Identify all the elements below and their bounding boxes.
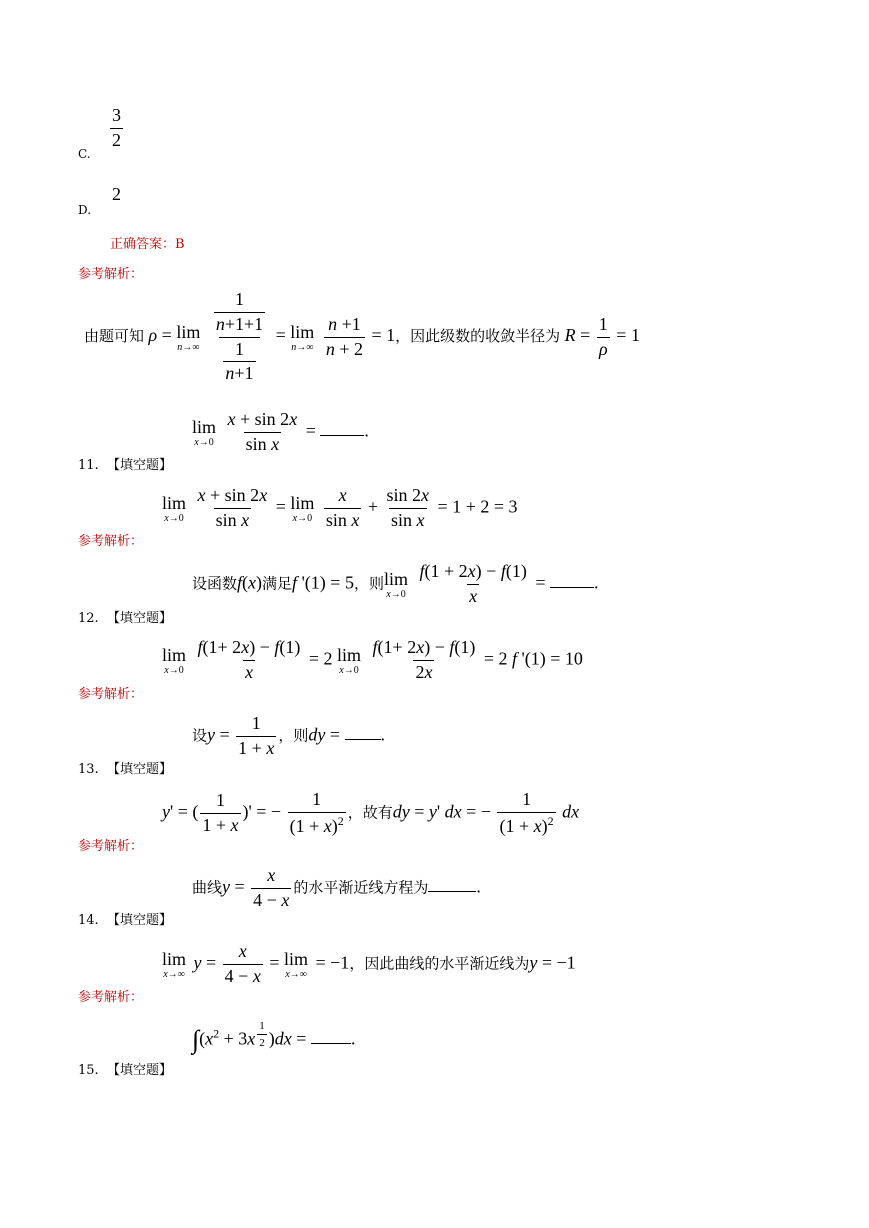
q15-header: 15. 【填空题】 xyxy=(78,1063,172,1078)
option-d-letter: D. xyxy=(78,203,92,217)
q13-formula: 设y = $\frac{1}{1 + x}$ ，则dy = . xyxy=(192,713,385,758)
q11-formula: lim x→0 $\frac{x + \sin 2x}{\text{sin x}}$ = . xyxy=(192,409,369,454)
q12-solution: lim x→0 $\frac{f(1+ 2x) - f(1)}{x}$ = 2 lim x→0 $\frac{f(1+ 2x) - f(1)}{2x}$ = 2 f '(1) = 10 xyxy=(162,637,583,682)
option-c-letter: C. xyxy=(78,147,91,161)
analysis-10-formula: 由题可知 ρ = lim n→∞ $\frac{\frac{1}{n+1+1}}{\frac{1}{n+1}}$ = lim n→∞ $\frac{n +1}{n + 2}$ = 1，因此级数的收敛半径为 R = $\frac{1}{\rho}$ = 1 xyxy=(84,289,640,384)
q13-header: 13. 【填空题】 xyxy=(78,762,172,777)
analysis-label: 参考解析： xyxy=(78,267,144,282)
option-c-value: $\frac{3}{2}$ xyxy=(112,105,121,150)
q14-formula: 曲线y = $\frac{x}{4 - x}$ 的水平渐近线方程为 . xyxy=(192,865,481,910)
q15-formula: $\int(x^2 + 3x$ $^{\frac{1}{2}}$ )dx = . xyxy=(192,1020,356,1055)
q11-header: 11. 【填空题】 xyxy=(78,458,172,473)
correct-answer: 正确答案：B xyxy=(110,237,185,252)
option-d-value: 2 xyxy=(112,184,121,204)
q12-formula: 设函数f(x)满足f '(1) = 5，则 lim x→0 $\frac{f(1 + 2x) - f(1)}{x}$ = . xyxy=(192,561,599,606)
analysis-label: 参考解析： xyxy=(78,990,144,1005)
q11-solution: lim x→0 $\frac{x + \sin 2x}{\text{sin x}}$ = lim x→0 $\frac{x}{\text{sin x}}$ + $\frac{\sin 2x}{\text{sin x}}$ = 1 + 2 = 3 xyxy=(162,485,518,530)
q12-header: 12. 【填空题】 xyxy=(78,611,172,626)
analysis-label: 参考解析： xyxy=(78,534,144,549)
q13-solution: y' = ( $\frac{1}{1 + x}$ )' = − $\frac{1}{(1 + x)^2}$ ，故有dy = y' dx = − $\frac{1}{(1 + x)^2}$ dx xyxy=(162,789,580,836)
analysis-label: 参考解析： xyxy=(78,839,144,854)
q14-header: 14. 【填空题】 xyxy=(78,913,172,928)
analysis-label: 参考解析： xyxy=(78,687,144,702)
q14-solution: lim x→∞ y = $\frac{x}{4 - x}$ = lim x→∞ = −1，因此曲线的水平渐近线为y = −1 xyxy=(162,941,576,986)
